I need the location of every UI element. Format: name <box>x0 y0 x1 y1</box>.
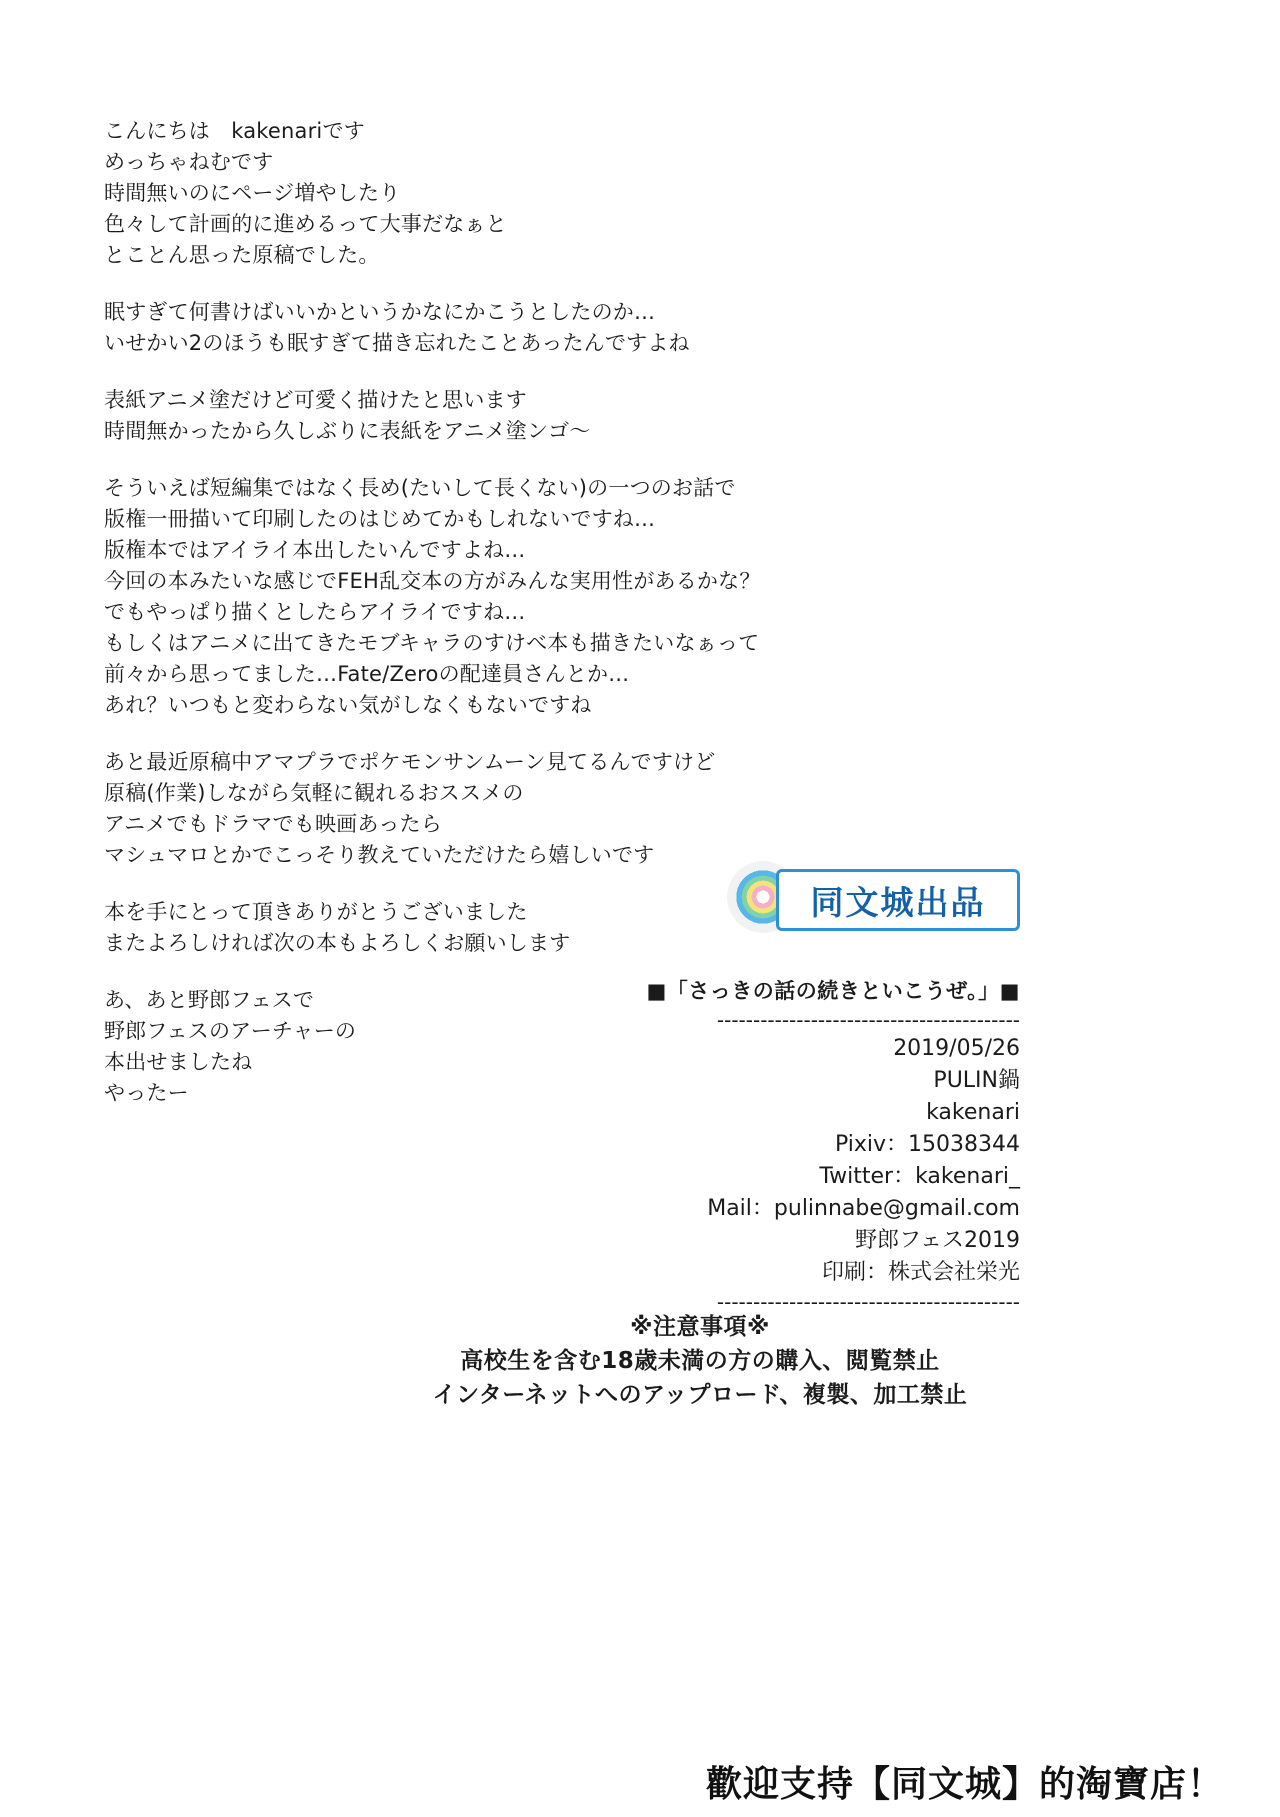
colophon-printer: 印刷：株式会社栄光 <box>821 1260 1020 1285</box>
afterword-line: こんにちは kakenariです <box>104 119 365 143</box>
afterword-line: 時間無いのにページ増やしたり <box>104 181 401 205</box>
afterword-line: 色々して計画的に進めるって大事だなぁと <box>104 212 507 236</box>
banner-text: 歡迎支持【同文城】的淘寶店！ <box>705 1764 1224 1805</box>
afterword-line: そういえば短編集ではなく長め(たいして長くない)の一つのお話で <box>104 476 736 500</box>
colophon-twitter: Twitter：kakenari_ <box>819 1164 1020 1189</box>
afterword-line: マシュマロとかでこっそり教えていただけたら嬉しいです <box>104 843 655 867</box>
stamp-label: 同文城出品 <box>810 882 986 922</box>
afterword-line: いせかい2のほうも眠すぎて描き忘れたことあったんですよね <box>104 331 690 355</box>
afterword-paragraph <box>104 116 924 271</box>
afterword-paragraph <box>104 385 924 447</box>
afterword-line: あ、あと野郎フェスで <box>104 988 315 1012</box>
colophon-event: 野郎フェス2019 <box>855 1228 1020 1253</box>
colophon-author: kakenari <box>926 1100 1020 1125</box>
colophon-divider-bottom: ------------------------------------------ <box>716 1290 1020 1314</box>
colophon-mail: Mail：pulinnabe@gmail.com <box>707 1196 1020 1221</box>
afterword-line: 表紙アニメ塗だけど可愛く描けたと思います <box>104 388 527 412</box>
afterword-paragraph <box>104 747 924 871</box>
colophon-divider-top: ------------------------------------------ <box>716 1008 1020 1032</box>
afterword-line: 時間無かったから久しぶりに表紙をアニメ塗ンゴ〜 <box>104 419 591 443</box>
afterword-line: あと最近原稿中アマプラでポケモンサンムーン見てるんですけど <box>104 750 716 774</box>
stamp-box <box>776 869 1020 931</box>
afterword-line: あれ？いつもと変わらない気がしなくもないですね <box>104 693 592 717</box>
afterword-line: またよろしければ次の本もよろしくお願いします <box>104 931 571 955</box>
afterword-line: やったー <box>104 1081 189 1105</box>
colophon-block <box>540 975 1020 1315</box>
afterword-text-block <box>104 116 924 1109</box>
colophon-pixiv: Pixiv：15038344 <box>834 1132 1020 1157</box>
afterword-line: 野郎フェスのアーチャーの <box>104 1019 357 1043</box>
afterword-line: 今回の本みたいな感じでFEH乱交本の方がみんな実用性があるかな？ <box>104 569 761 593</box>
afterword-line: もしくはアニメに出てきたモブキャラのすけべ本も描きたいなぁって <box>104 631 760 655</box>
bottom-banner <box>0 1725 1280 1817</box>
colophon-circle-name: PULIN鍋 <box>933 1068 1020 1093</box>
afterword-line: アニメでもドラマでも映画あったら <box>104 812 442 836</box>
afterword-line: 本を手にとって頂きありがとうございました <box>104 900 528 924</box>
afterword-line: 前々から思ってました…Fate/Zeroの配達員さんとか… <box>104 662 630 686</box>
notice-heading: ※注意事項※ <box>630 1314 770 1340</box>
notice-upload-restriction: インターネットへのアップロード、複製、加工禁止 <box>432 1382 968 1408</box>
afterword-paragraph <box>104 473 924 721</box>
publisher-stamp <box>728 862 1018 934</box>
afterword-line: とことん思った原稿でした。 <box>104 243 380 267</box>
afterword-line: でもやっぱり描くとしたらアイライですね… <box>104 600 526 624</box>
afterword-line: 原稿(作業)しながら気軽に観れるおススメの <box>104 781 524 805</box>
afterword-line: 本出せましたね <box>104 1050 253 1074</box>
afterword-line: 眠すぎて何書けばいいかというかなにかこうとしたのか… <box>104 300 656 324</box>
colophon-title: ■「さっきの話の続きといこうぜ。」■ <box>646 979 1020 1003</box>
notice-block <box>380 1310 1020 1412</box>
afterword-paragraph <box>104 297 924 359</box>
notice-age-restriction: 高校生を含む18歳未満の方の購入、閲覧禁止 <box>460 1348 940 1374</box>
colophon-date: 2019/05/26 <box>893 1036 1020 1061</box>
afterword-line: 版権一冊描いて印刷したのはじめてかもしれないですね… <box>104 507 656 531</box>
afterword-line: 版権本ではアイライ本出したいんですよね… <box>104 538 526 562</box>
afterword-line: めっちゃねむです <box>104 150 274 174</box>
